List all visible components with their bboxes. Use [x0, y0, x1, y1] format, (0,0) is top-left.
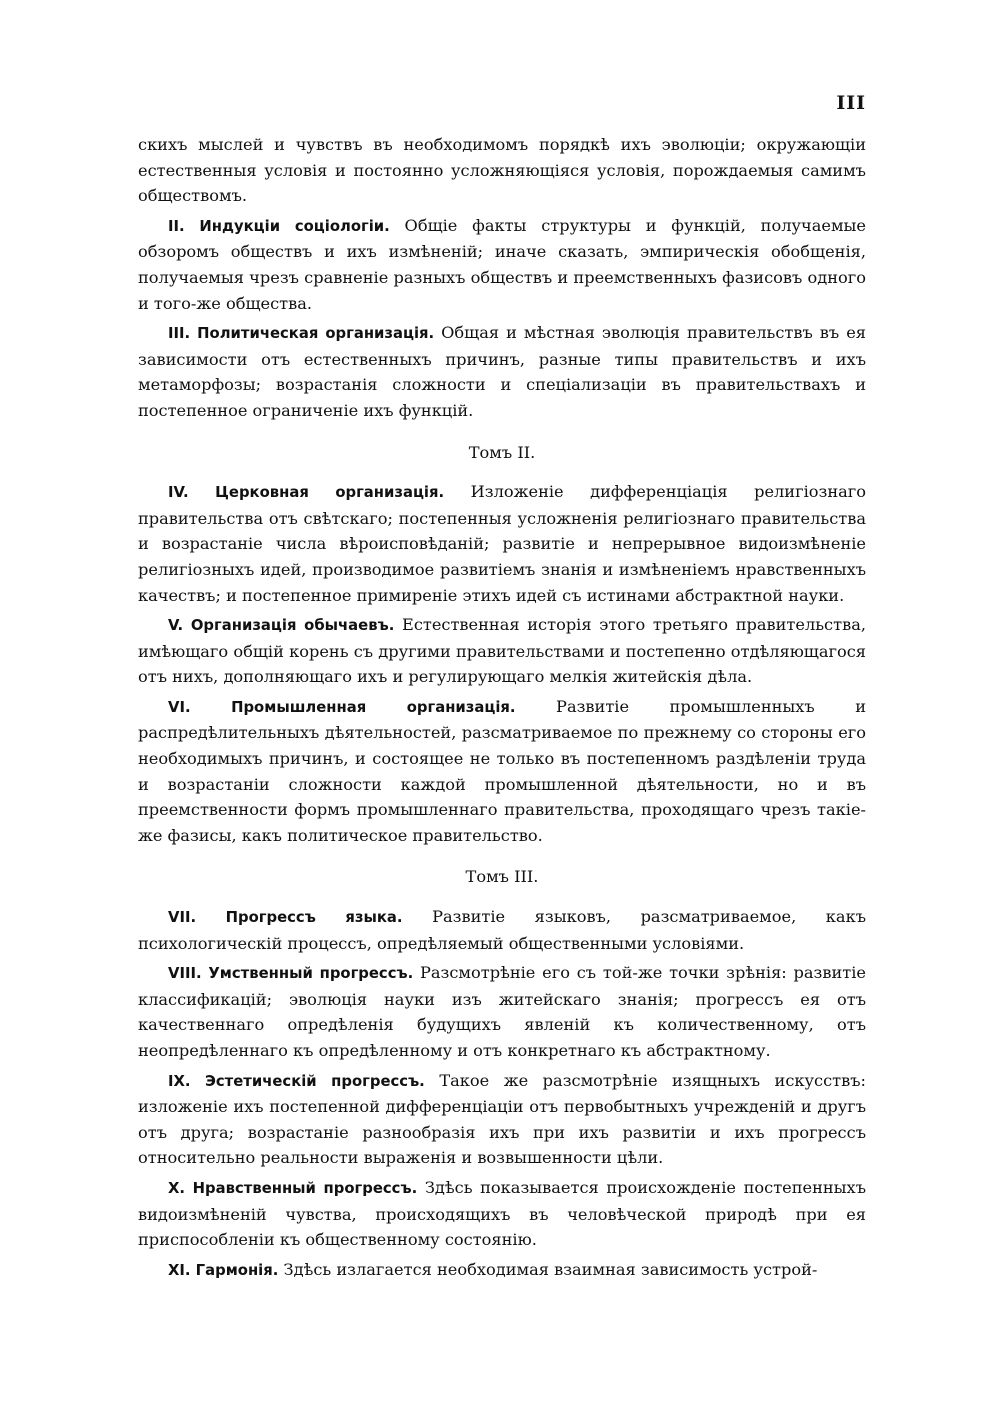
section-title: II. Индукціи соціологіи. — [168, 217, 390, 235]
page-body — [138, 132, 866, 1287]
volume-heading: Томъ III. — [465, 867, 539, 887]
paragraph-text: Такое же разсмотрѣніе изящныхъ искусствъ: изложеніе ихъ постепенной дифференціаціи отъ первобытныхъ учрежденій и другъ отъ друга; возрастаніе разнообразія ихъ при ихъ развитіи и ихъ прогрессъ относительно реальности выраженія и возвышенности цѣли. — [138, 1070, 866, 1168]
paragraph — [138, 904, 866, 956]
paragraph-text: Развитіе языковъ, разсматриваемое, какъ психологическій процессъ, опредѣляемый общественными условіями. — [138, 907, 866, 953]
paragraph-text: Естественная исторія этого третьяго правительства, имѣющаго общій корень съ другими правительствами и постепенно отдѣляющагося отъ нихъ, дополняющаго ихъ и регулирующаго мелкія житейскія дѣла. — [138, 615, 866, 687]
section-title: VII. Прогрессъ языка. — [168, 909, 403, 927]
paragraph — [138, 1257, 866, 1284]
paragraph-text: Общіе факты структуры и функцій, получаемые обзоромъ обществъ и ихъ измѣненій; иначе сказать, эмпирическія обобщенія, получаемыя чрезъ сравненіе разныхъ обществъ и преемственныхъ фазисовъ одного и того-же общества. — [138, 215, 866, 313]
paragraph — [138, 320, 866, 423]
page-number: III — [836, 92, 866, 114]
paragraph — [138, 612, 866, 690]
section-title: IV. Церковная организація. — [168, 484, 445, 502]
section-title: VI. Промышленная организація. — [168, 698, 516, 716]
section-title: VIII. Умственный прогрессъ. — [168, 965, 414, 983]
paragraph-text: Разсмотрѣніе его съ той-же точки зрѣнія: развитіе классификацій; эволюція науки изъ житейскаго знанія; прогрессъ ея отъ качественнаго опредѣленія будущихъ явленій къ количественному, отъ неопредѣленнаго къ опредѣленному и отъ конкретнаго къ абстрактному. — [138, 963, 866, 1060]
paragraph-text: Здѣсь показывается происхожденіе постепенныхъ видоизмѣненій чувства, происходящихъ въ человѣческой природѣ при ея приспособленіи къ общественному состоянію. — [138, 1177, 866, 1250]
paragraph — [138, 213, 866, 316]
section-title: XI. Гармонія. — [168, 1261, 279, 1279]
paragraph-text: Развитіе промышленныхъ и распредѣлительныхъ дѣятельностей, разсматриваемое по прежнему со стороны его необходимыхъ причинъ, и состоящее не только въ постепенномъ раздѣленіи труда и возрастаніи сложности каждой промышленной дѣятельности, но и въ преемственности формъ промышленнаго правительства, проходящаго чрезъ такіе-же фазисы, какъ политическое правительство. — [138, 696, 867, 845]
paragraph-text: скихъ мыслей и чувствъ въ необходимомъ порядкѣ ихъ эволюціи; окружающіи естественныя условія и постоянно усложняющіяся условія, порождаемыя самимъ обществомъ. — [138, 135, 866, 206]
paragraph — [138, 960, 866, 1063]
paragraph — [138, 132, 866, 209]
paragraph-text: Здѣсь излагается необходимая взаимная зависимость устрой- — [278, 1259, 818, 1279]
section-title: V. Организація обычаевъ. — [168, 617, 395, 635]
paragraph-text: Изложеніе дифференціація религіознаго правительства отъ свѣтскаго; постепенныя усложненія религіознаго правительства и возрастаніе числа вѣроисповѣданій; развитіе и непрерывное видоизмѣненіе религіозныхъ идей, производимое развитіемъ знанія и измѣненіемъ нравственныхъ качествъ; и постепенное примиреніе этихъ идей съ истинами абстрактной науки. — [138, 482, 866, 605]
paragraph — [138, 1175, 866, 1253]
section-title: IX. Эстетическій прогрессъ. — [168, 1072, 425, 1090]
paragraph-text: Общая и мѣстная эволюція правительствъ въ ея зависимости отъ естественныхъ причинъ, разные типы правительствъ и ихъ метаморфозы; возрастанія сложности и спеціализаціи въ правительствахъ и постепенное ограниченіе ихъ функцій. — [138, 323, 866, 420]
section-title: III. Политическая организація. — [168, 325, 435, 343]
paragraph — [138, 1068, 866, 1171]
section-title: X. Нравственный прогрессъ. — [168, 1179, 418, 1197]
paragraph — [138, 694, 866, 849]
paragraph — [138, 479, 866, 608]
volume-heading: Томъ II. — [468, 442, 536, 462]
